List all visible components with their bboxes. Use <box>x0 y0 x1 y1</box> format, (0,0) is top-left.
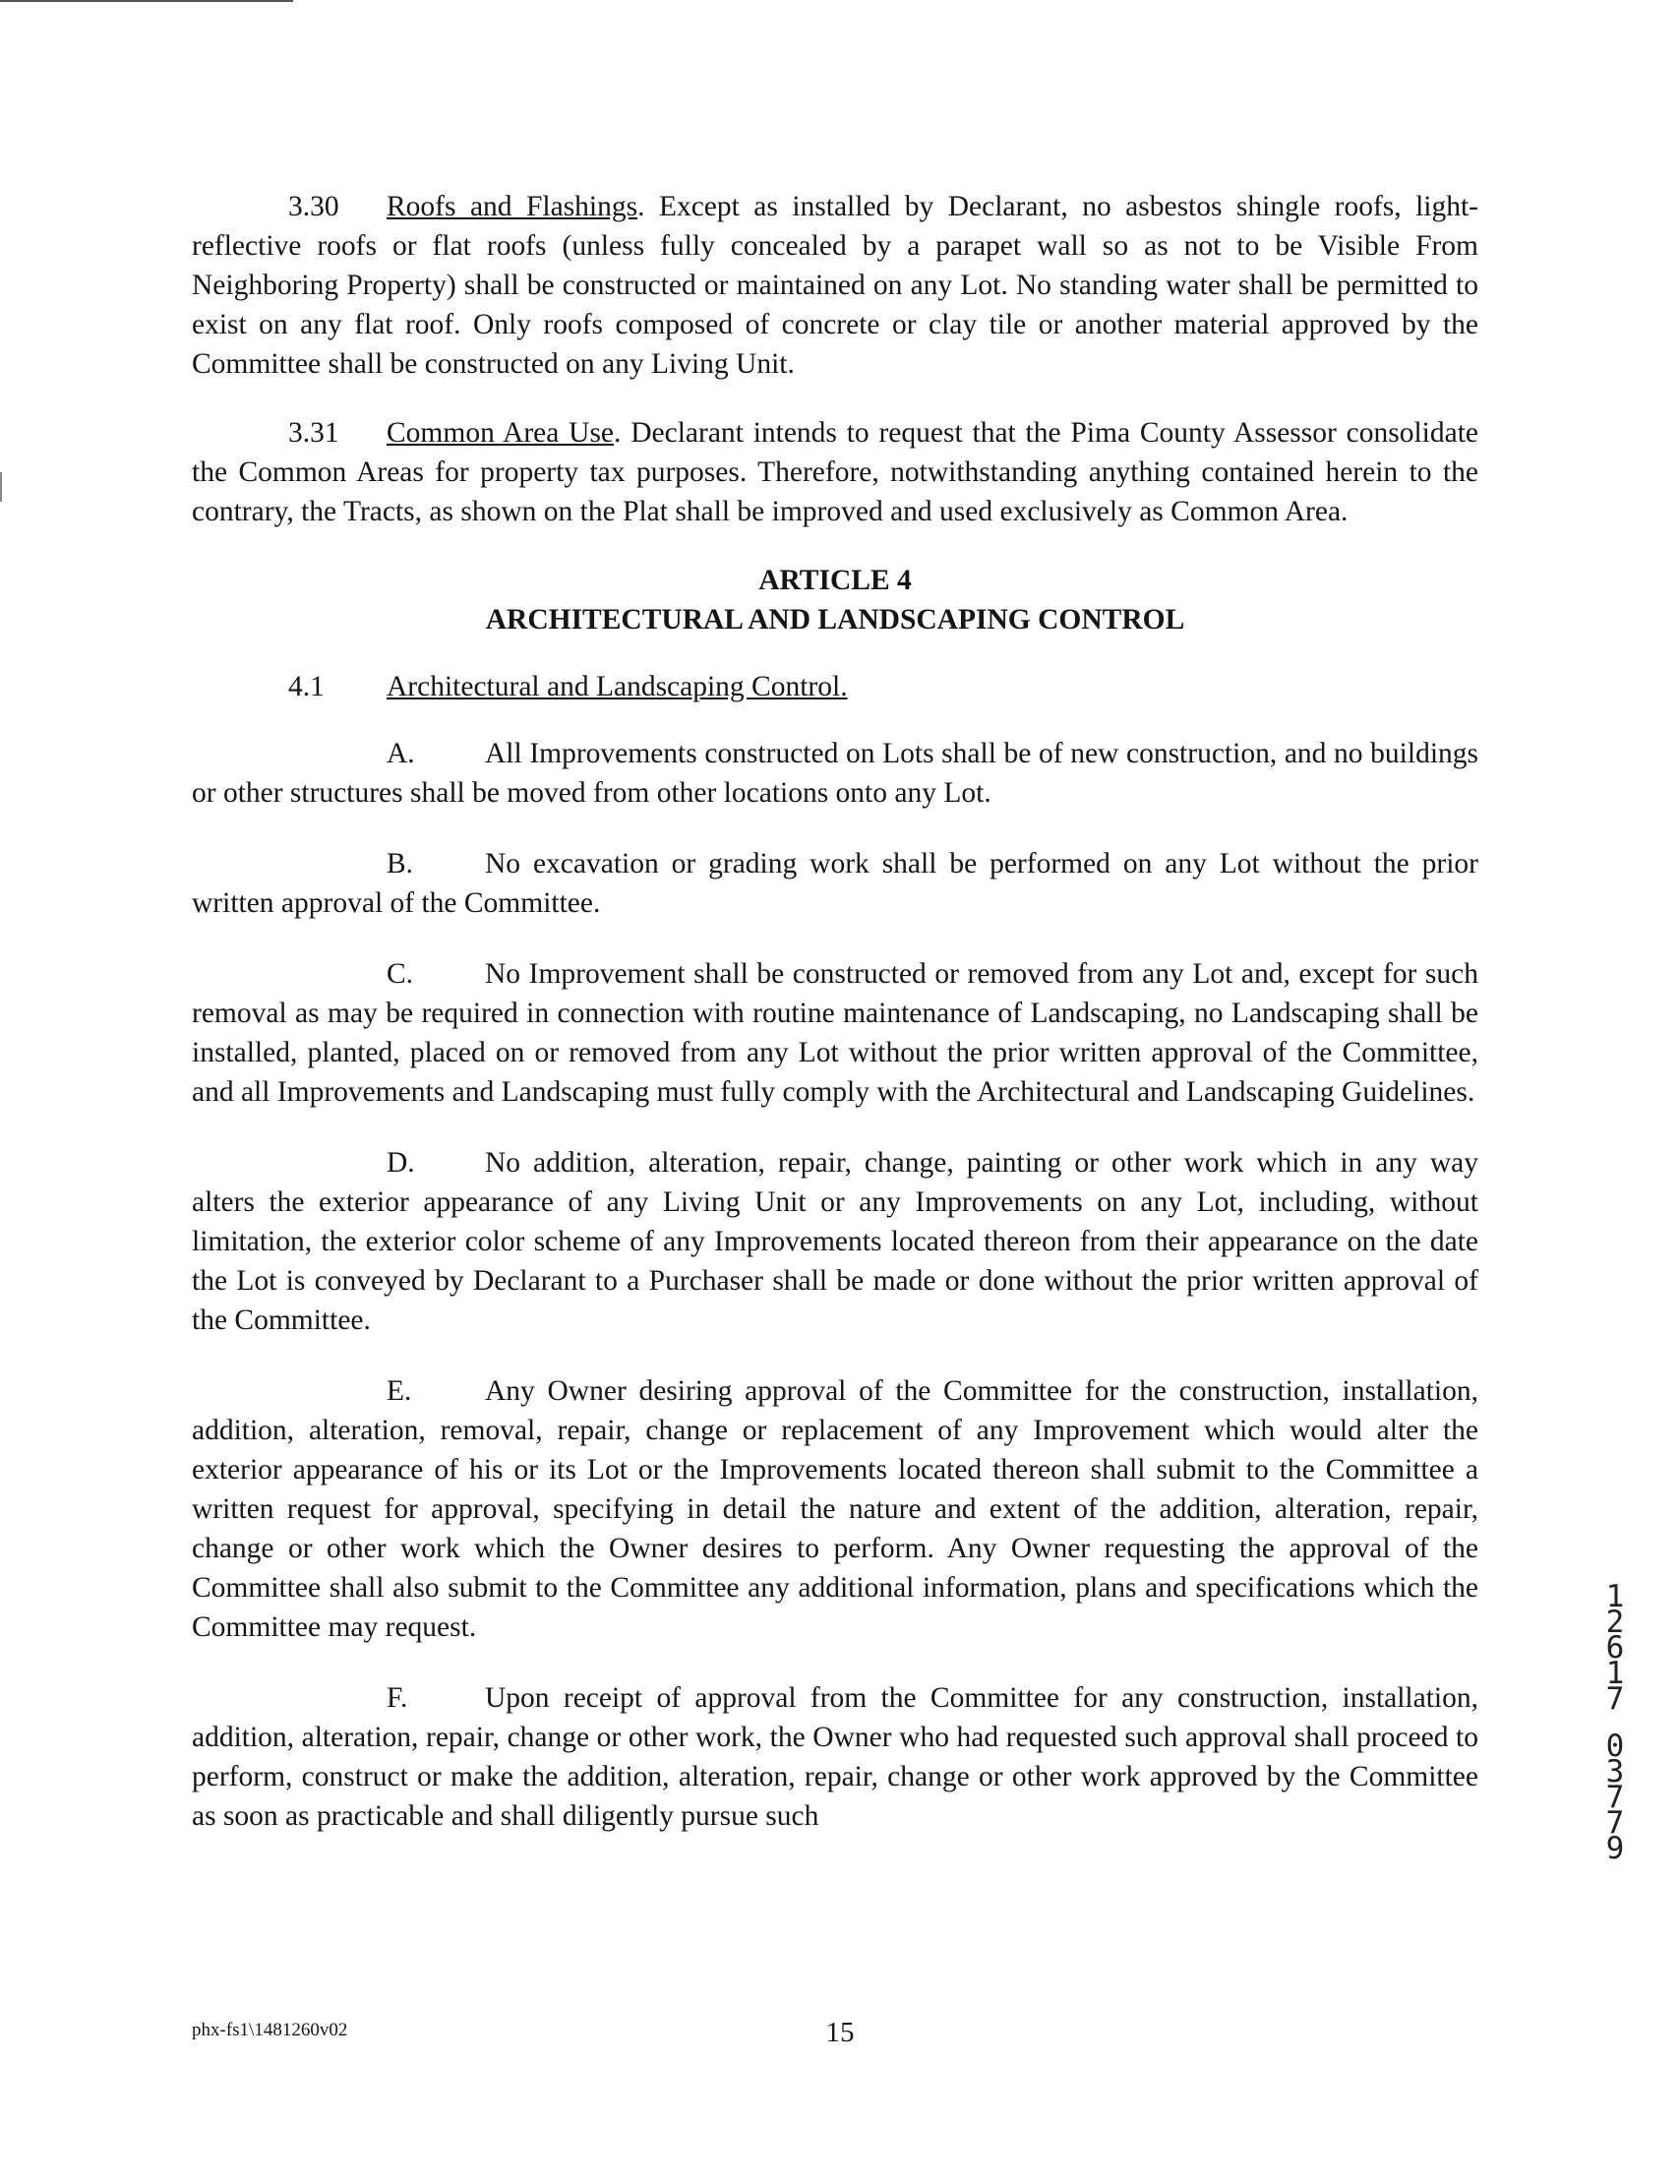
stamp-digit: 1 <box>1605 1656 1625 1691</box>
document-id: phx-fs1\1481260v02 <box>192 2020 348 2040</box>
subsection-letter: B. <box>387 848 414 880</box>
stamp-digit: 2 <box>1605 1605 1625 1640</box>
article-number: ARTICLE 4 <box>758 565 912 596</box>
section-number: 3.31 <box>288 417 339 449</box>
stamp-digit: 9 <box>1605 1831 1625 1866</box>
section-title: Common Area Use <box>387 417 615 449</box>
recording-stamp <box>1600 1579 1630 1866</box>
document-page <box>192 187 1478 1867</box>
subsection-text: Any Owner desiring approval of the Committee for the construction, installation, addition, alteration, removal, repair, change or replacement of any Improvement which would alter the exterior appearance of his or its Lot or the Improvements located thereon shall submit to the Committee a written request for approval, specifying in detail the nature and extent of the addition, alteration, repair, change or other work which the Owner desires to perform. Any Owner requesting the approval of the Committee shall also submit to the Committee any additional information, plans and specifications which the Committee may request. <box>192 1375 1478 1643</box>
subsection-c <box>192 954 1478 1112</box>
stamp-digit: 1 <box>1605 1579 1625 1614</box>
section-number: 4.1 <box>288 671 325 702</box>
subsection-text: No Improvement shall be constructed or removed from any Lot and, except for such removal as may be required in connection with routine maintenance of Landscaping, no Landscaping shall be installed, planted, placed on or removed from any Lot without the prior written approval of the Committee, and all Improvements and Landscaping must fully comply with the Architectural and Landscaping Guidelines. <box>192 958 1478 1108</box>
stamp-digit: 3 <box>1605 1754 1625 1790</box>
stamp-digit: 7 <box>1605 1805 1625 1841</box>
stamp-digit: 6 <box>1605 1630 1625 1666</box>
subsection-letter: C. <box>387 958 414 990</box>
subsection-letter: E. <box>387 1375 412 1407</box>
subsection-text: All Improvements constructed on Lots shall be of new construction, and no buildings or other structures shall be moved from other locations onto any Lot. <box>192 738 1478 809</box>
subsection-b <box>192 844 1478 923</box>
section-4-1-heading <box>192 667 1478 706</box>
section-number: 3.30 <box>288 191 339 222</box>
subsection-letter: F. <box>387 1682 408 1714</box>
scan-edge-line <box>0 0 293 2</box>
subsection-a <box>192 734 1478 813</box>
page-number: 15 <box>825 2017 855 2048</box>
subsection-text: Upon receipt of approval from the Committee for any construction, installation, addition, alteration, repair, change or other work, the Owner who had requested such approval shall proceed to perform, construct or make the addition, alteration, repair, change or other work approved by the Committee as soon as practicable and shall diligently pursue such <box>192 1682 1478 1832</box>
section-body: . Except as installed by Declarant, no asbestos shingle roofs, light-reflective roofs or flat roofs (unless fully concealed by a parapet wall so as not to be Visible From Neighboring Property) shall be constructed or maintained on any Lot. No standing water shall be permitted to exist on any flat roof. Only roofs composed of concrete or clay tile or another material approved by the Committee shall be constructed on any Living Unit. <box>192 191 1478 380</box>
section-title: Architectural and Landscaping Control. <box>387 671 848 702</box>
subsection-text: No addition, alteration, repair, change, painting or other work which in any way alters the exterior appearance of any Living Unit or any Improvements on any Lot, including, without limitation, the exterior color scheme of any Improvements located thereon from their appearance on the date the Lot is conveyed by Declarant to a Purchaser shall be made or done without the prior written approval of the Committee. <box>192 1147 1478 1336</box>
section-3-30 <box>192 187 1478 384</box>
section-body: . Declarant intends to request that the Pima County Assessor consolidate the Common Areas for property tax purposes. Therefore, notwithstanding anything contained herein to the contrary, the Tracts, as shown on the Plat shall be improved and used exclusively as Common Area. <box>192 417 1478 527</box>
subsection-d <box>192 1143 1478 1340</box>
subsection-e <box>192 1371 1478 1647</box>
section-3-31 <box>192 413 1478 531</box>
subsection-letter: A. <box>387 738 415 769</box>
stamp-digit: 7 <box>1605 1780 1625 1815</box>
article-title: ARCHITECTURAL AND LANDSCAPING CONTROL <box>485 604 1185 636</box>
scan-margin-mark <box>0 472 2 502</box>
stamp-digit: 0 <box>1605 1729 1625 1764</box>
section-title: Roofs and Flashings <box>387 191 638 222</box>
stamp-digit: 7 <box>1605 1681 1625 1717</box>
subsection-text: No excavation or grading work shall be performed on any Lot without the prior written approval of the Committee. <box>192 848 1478 919</box>
subsection-letter: D. <box>387 1147 415 1179</box>
article-heading <box>192 561 1478 639</box>
subsection-f <box>192 1678 1478 1836</box>
